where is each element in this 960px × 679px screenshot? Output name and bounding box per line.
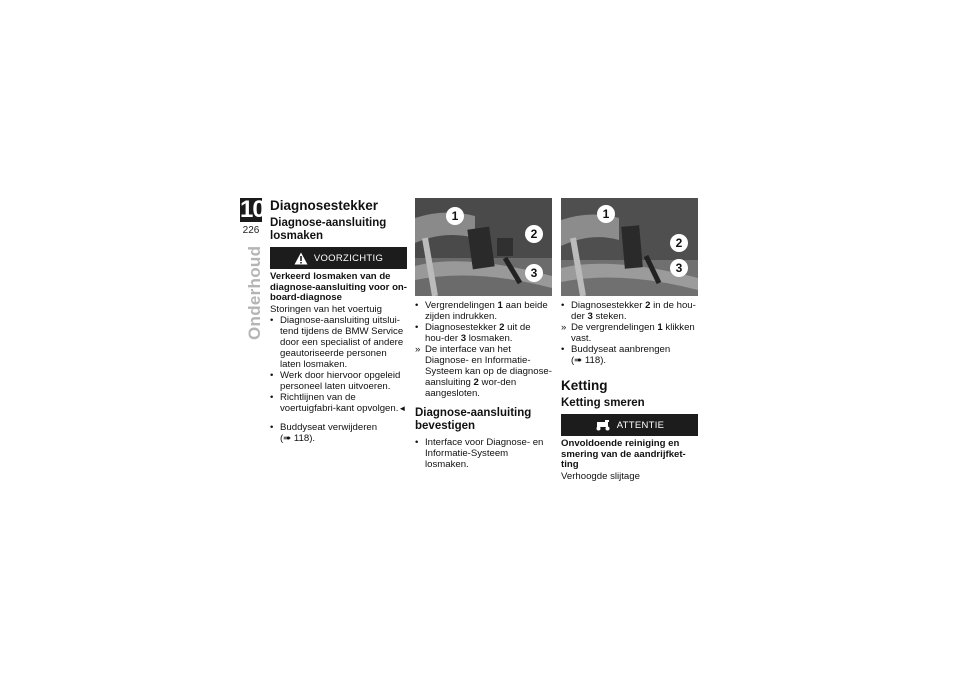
chapter-number: 10 [240,196,265,223]
list-item: • Werk door hiervoor opgeleid personeel laten uitvoeren. [270,369,401,392]
step-list [415,300,552,399]
subsection-title: Diagnose-aansluiting bevestigen [415,407,532,432]
chapter-title: Onderhoud [245,245,264,340]
svg-text:3: 3 [530,266,538,280]
warning-triangle-icon [294,252,308,265]
step-list [415,437,552,470]
page-number: 226 [242,225,260,236]
list-item: • Buddyseat verwijderen (➠ 118). [270,421,378,444]
page-reference[interactable]: (➠ 118). [280,432,316,444]
motorcycle-caution-icon [595,419,611,431]
list-item: » De interface van het Diagnose- en Informatie-Systeem kan op de diagnose-aansluiting 2 wor-den aangesloten. [415,344,552,399]
svg-text:3: 3 [675,261,683,275]
list-item: » De vergrendelingen 1 klikken vast. [561,322,695,344]
warning-box [270,247,407,269]
step-list [561,300,698,366]
end-mark-icon: ◄ [398,403,407,413]
warning-text: Verhoogde slijtage [561,470,640,482]
list-item: • Richtlijnen van de voertuigfabri-kant opvolgen.◄ [270,391,407,414]
warning-text: Storingen van het voertuig [270,303,383,315]
section-title: Diagnosestekker [270,198,379,213]
column-2 [415,198,552,470]
svg-text:2: 2 [675,236,683,250]
subsection-title: Diagnose-aansluiting losmaken [270,217,387,242]
warning-title: Onvoldoende reiniging en smering van de aandrijfket-ting [561,438,686,470]
page-reference[interactable]: (➠ 118). [571,355,607,366]
diagnose-connector-mounted-photo [561,198,698,296]
warning-title: Verkeerd losmaken van de diagnose-aansluiting voor on-board-diagnose [270,271,407,303]
column-1 [270,198,407,444]
list-item: • Interface voor Diagnose- en Informatie-Systeem losmaken. [415,437,544,470]
section-title: Ketting [561,378,608,393]
warning-box [561,414,698,436]
list-item: • Diagnose-aansluiting uitslui-tend tijdens de BMW Service door een specialist of andere geautoriseerde personen laten losmaken. [270,314,404,370]
step-list [270,422,407,444]
diagnose-connector-photo [415,198,552,296]
list-item: • Vergrendelingen 1 aan beide zijden indrukken. [415,300,548,322]
svg-text:2: 2 [530,227,538,241]
warning-label: VOORZICHTIG [313,252,384,264]
list-item: • Buddyseat aanbrengen (➠ 118). [561,344,671,366]
warning-list [270,315,407,414]
subsection-title: Ketting smeren [561,397,645,409]
svg-text:1: 1 [602,207,610,221]
list-item: • Diagnosestekker 2 in de hou-der 3 steken. [561,300,696,322]
warning-label: ATTENTIE [616,419,665,431]
svg-text:1: 1 [451,209,459,223]
column-3 [561,198,698,482]
list-item: • Diagnosestekker 2 uit de hou-der 3 losmaken. [415,322,531,344]
